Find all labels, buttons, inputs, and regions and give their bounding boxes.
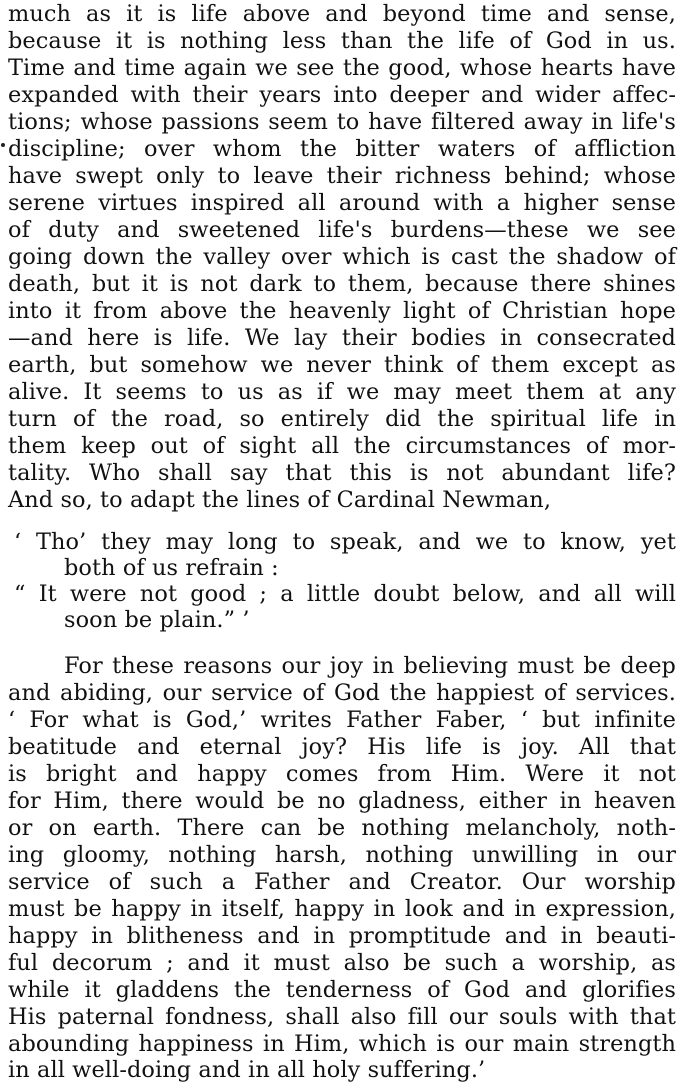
paragraph-1-line-10: going down the valley over which is cast the shadow of xyxy=(8,244,676,270)
paragraph-2-line-9: service of such a Father and Creator. Our worship xyxy=(8,869,676,895)
paragraph-1-line-3: Time and time again we see the good, whose hearts have xyxy=(8,55,676,81)
paragraph-2-line-10: must be happy in itself, happy in look and in expression, xyxy=(8,896,676,922)
quote-line-3: “ It were not good ; a little doubt below, and all will xyxy=(14,581,676,607)
paragraph-2-line-16: in all well-doing and in all holy suffering.’ xyxy=(8,1057,486,1083)
paragraph-2-line-7: or on earth. There can be nothing melancholy, noth- xyxy=(8,815,676,841)
paragraph-1-line-17: them keep out of sight all the circumstances of mor- xyxy=(8,433,676,459)
paragraph-1-line-8: serene virtues inspired all around with a higher sense xyxy=(8,190,676,216)
paragraph-1-line-18: tality. Who shall say that this is not abundant life? xyxy=(8,460,676,486)
quote-line-2: both of us refrain : xyxy=(64,555,279,581)
paragraph-1-line-19: And so, to adapt the lines of Cardinal Newman, xyxy=(8,487,552,513)
paragraph-1-line-6: discipline; over whom the bitter waters of affliction xyxy=(8,136,676,162)
paragraph-1-line-7: have swept only to leave their richness behind; whose xyxy=(8,163,676,189)
paragraph-2-line-14: His paternal fondness, shall also fill our souls with that xyxy=(8,1004,676,1030)
paragraph-1-line-1: much as it is life above and beyond time and sense, xyxy=(8,1,676,27)
paragraph-2-line-6: for Him, there would be no gladness, either in heaven xyxy=(8,788,676,814)
paragraph-2-line-3: ‘ For what is God,’ writes Father Faber, ‘ but infinite xyxy=(8,707,676,733)
paragraph-1-line-12: into it from above the heavenly light of Christian hope xyxy=(8,298,676,324)
paragraph-1-line-15: alive. It seems to us as if we may meet them at any xyxy=(8,379,676,405)
quote-line-1: ‘ Tho’ they may long to speak, and we to know, yet xyxy=(14,529,676,555)
paragraph-2-line-13: while it gladdens the tenderness of God and glorifies xyxy=(8,977,676,1003)
paragraph-2-line-15: abounding happiness in Him, which is our main strength xyxy=(8,1031,676,1057)
paragraph-2-line-2: and abiding, our service of God the happiest of services. xyxy=(8,680,676,706)
paragraph-2-line-12: ful decorum ; and it must also be such a worship, as xyxy=(8,950,676,976)
paragraph-2-line-5: is bright and happy comes from Him. Were it not xyxy=(8,761,676,787)
paragraph-1-line-5: tions; whose passions seem to have filtered away in life's xyxy=(8,109,676,135)
paragraph-1-line-9: of duty and sweetened life's burdens—these we see xyxy=(8,217,676,243)
paragraph-2-line-8: ing gloomy, nothing harsh, nothing unwilling in our xyxy=(8,842,676,868)
paragraph-1-line-13: —and here is life. We lay their bodies in consecrated xyxy=(8,325,676,351)
paragraph-1-line-11: death, but it is not dark to them, because there shines xyxy=(8,271,676,297)
margin-mark xyxy=(1,143,5,147)
paragraph-1-line-2: because it is nothing less than the life of God in us. xyxy=(8,28,676,54)
paragraph-1-line-14: earth, but somehow we never think of them except as xyxy=(8,352,676,378)
paragraph-1-line-4: expanded with their years into deeper and wider affec- xyxy=(8,82,676,108)
paragraph-1-line-16: turn of the road, so entirely did the spiritual life in xyxy=(8,406,676,432)
paragraph-2-line-11: happy in blitheness and in promptitude and in beauti- xyxy=(8,923,676,949)
paragraph-2-line-4: beatitude and eternal joy? His life is joy. All that xyxy=(8,734,676,760)
paragraph-2-line-1: For these reasons our joy in believing must be deep xyxy=(64,653,676,679)
quote-line-4: soon be plain.” ’ xyxy=(64,607,250,633)
